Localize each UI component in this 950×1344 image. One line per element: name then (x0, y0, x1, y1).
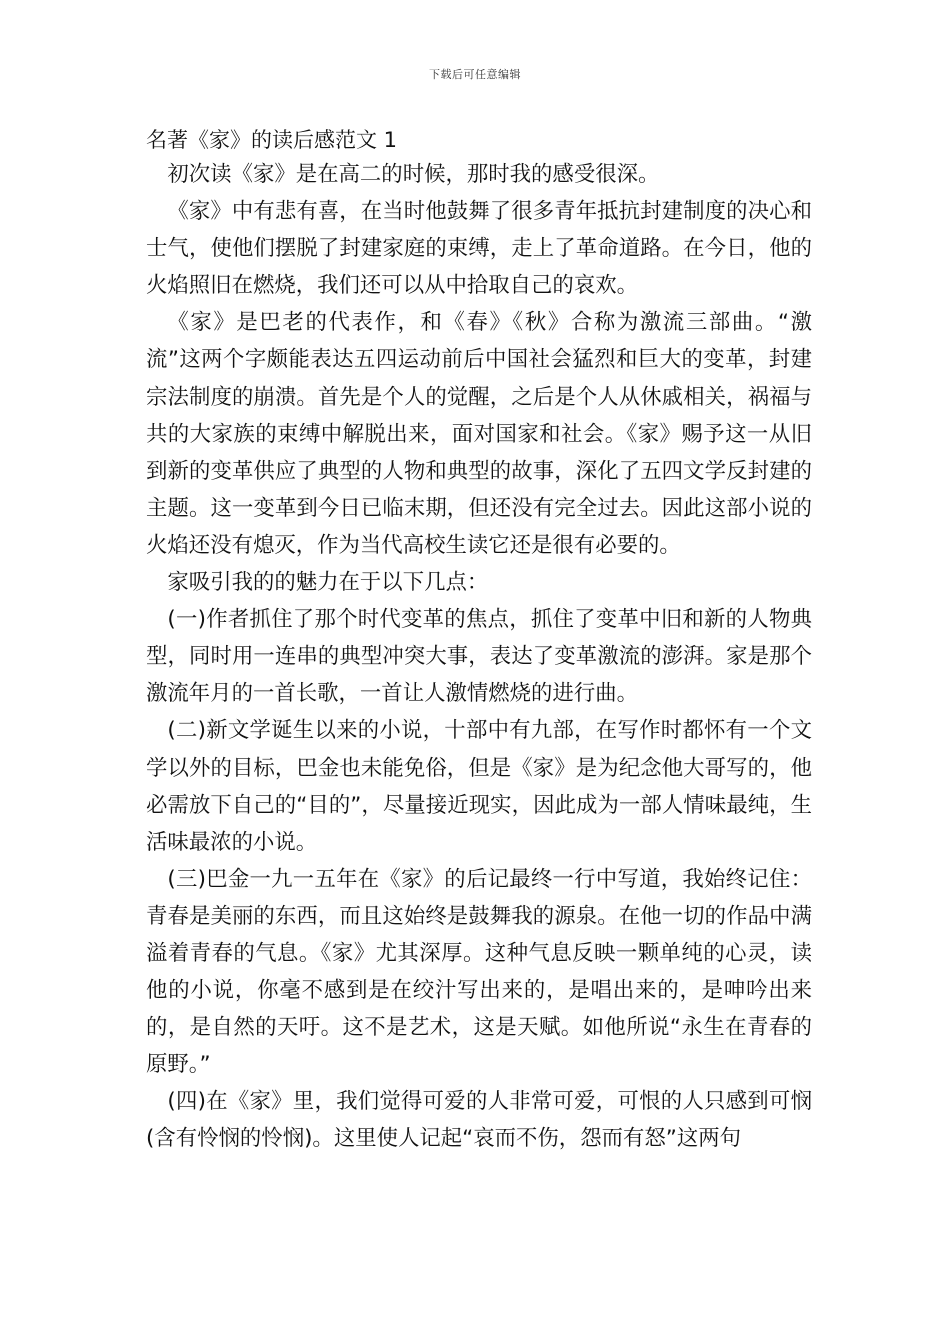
paragraph-point-2: (二)新文学诞生以来的小说，十部中有九部，在写作时都怀有一个文学以外的目标，巴金也未能免俗，但是《家》是为纪念他大哥写的，他必需放下自己的“目的”，尽量接近现实，因此成为一部人情味最纯，生活味最浓的小说。 (146, 718, 812, 855)
document-body (146, 156, 812, 1158)
header-note: 下载后可任意编辑 (429, 68, 521, 81)
paragraph-impact: 《家》中有悲有喜，在当时他鼓舞了很多青年抵抗封建制度的决心和士气，使他们摆脱了封建家庭的束缚，走上了革命道路。在今日，他的火焰照旧在燃烧，我们还可以从中拾取自己的哀欢。 (146, 199, 812, 299)
paragraph-point-1: (一)作者抓住了那个时代变革的焦点，抓住了变革中旧和新的人物典型，同时用一连串的典型冲突大事，表达了变革激流的澎湃。家是那个激流年月的一首长歌，一首让人激情燃烧的进行曲。 (146, 607, 812, 707)
paragraph-point-3: (三)巴金一九一五年在《家》的后记最终一行中写道，我始终记住：青春是美丽的东西，而且这始终是鼓舞我的源泉。在他一切的作品中满溢着青春的气息。《家》尤其深厚。这种气息反映一颗单纯的心灵，读他的小说，你毫不感到是在绞汁写出来的，是唱出来的，是呻吟出来的，是自然的天吁。这不是艺术，这是天赋。如他所说“永生在青春的原野。” (146, 866, 812, 1078)
paragraph-trilogy: 《家》是巴老的代表作，和《春》《秋》合称为激流三部曲。“激流”这两个字颇能表达五四运动前后中国社会猛烈和巨大的变革，封建宗法制度的崩溃。首先是个人的觉醒，之后是个人从休戚相关，祸福与共的大家族的束缚中解脱出来，面对国家和社会。《家》赐予这一从旧到新的变革供应了典型的人物和典型的故事，深化了五四文学反封建的主题。这一变革到今日已临末期，但还没有完全过去。因此这部小说的火焰还没有熄灭，作为当代高校生读它还是很有必要的。 (146, 310, 812, 558)
paragraph-intro: 初次读《家》是在高二的时候，那时我的感受很深。 (167, 162, 660, 187)
document-title: 名著《家》的读后感范文 1 (146, 128, 398, 152)
paragraph-point-4: (四)在《家》里，我们觉得可爱的人非常可爱，可恨的人只感到可悯(含有怜悯的怜悯)。这里使人记起“哀而不伤，怨而有怒”这两句 (146, 1089, 812, 1152)
paragraph-charm-intro: 家吸引我的的魅力在于以下几点： (167, 570, 489, 596)
